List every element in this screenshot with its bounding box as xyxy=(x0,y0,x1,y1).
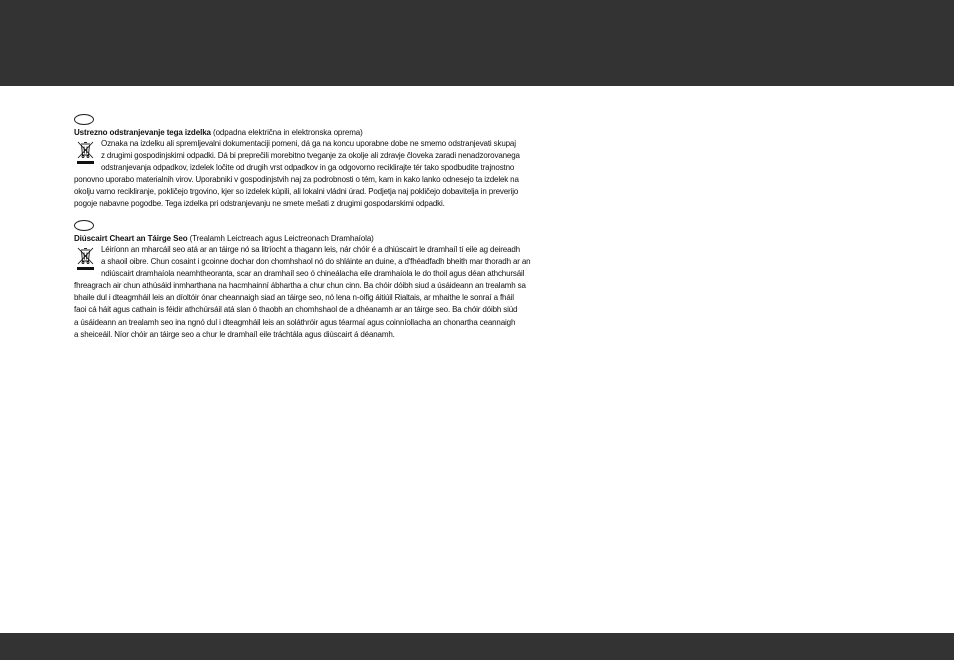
body-line: Léiríonn an mharcáil seo atá ar an táirge nó sa litríocht a thagann leis, nár chóir é a dhiúscairt le dramhaíl tí eile ag deireadh xyxy=(101,245,520,254)
disposal-section-slovenian xyxy=(74,114,574,211)
language-badge xyxy=(74,114,94,125)
section-subtitle: (odpadna električna in elektronska oprema) xyxy=(210,128,363,137)
section-subtitle: (Trealamh Leictreach agus Leictreonach Dramhaíola) xyxy=(187,234,374,243)
body-line: fhreagrach air chun athúsáid inmharthana na hacmhainní ábhartha a chur chun cinn. Ba chóir dóibh siud a úsáideann an trealamh sa xyxy=(74,281,526,291)
body-line: z drugimi gospodinjskimi odpadki. Dá bi preprečili morebitno tveganje za okolje ali zdravje človeka zaradi nenadzorovanega xyxy=(101,151,520,161)
body-line: okolju varno recikliranje, pokličejo trgovino, kjer so izdelek kúpili, ali lokalni vládni úrad. Podjetja naj pokličejo dobavitelja in preverijo xyxy=(74,187,519,197)
body-line: a úsáideann an trealamh seo ina ngnó dul i dteagmháil leis an soláthróir agus téarmaí agus coinníollacha an chonartha ceannaigh xyxy=(74,317,516,327)
section-body xyxy=(74,244,574,341)
disposal-section-irish xyxy=(74,220,574,341)
section-title: Ustrezno odstranjevanje tega izdelka xyxy=(74,128,211,137)
section-heading xyxy=(74,233,574,244)
language-badge xyxy=(74,220,94,231)
body-line: bhaile dul i dteagmháil leis an díoltóir ónar cheannaigh siad an táirge seo, nó lena n-oifig áitiúil Rialtais, ar mhaithe le sonraí a fháil xyxy=(74,293,514,303)
body-line: a sheiceáil. Níor chóir an táirge seo a chur le dramhaíl eile tráchtála agus diúscairt á déanamh. xyxy=(74,329,395,339)
body-line: a shaoil oibre. Chun cosaint i gcoinne dochar don chomhshaol nó do shláinte an duine, a d'fhéadfadh bheith mar thoradh ar an xyxy=(101,257,531,267)
body-line: Oznaka na izdelku ali spremljevalni dokumentaciji pomeni, dá ga na koncu uporabne dobe ne smemo odstranjevati skupaj xyxy=(101,139,516,148)
body-line: ponovno uporabo materialnih virov. Uporabniki v gospodinjstvih naj za podrobnosti o tém, kam in kako lanko odnesejo ta izdelek na xyxy=(74,175,519,185)
body-line: ndiúscairt dramhaíola neamhtheoranta, scar an dramhaíl seo ó chineálacha eile dramhaíola le do thoil agus déan athchursáil xyxy=(101,269,525,279)
header-bar xyxy=(0,0,954,86)
body-line: faoi cá háit agus cathain is féidir athchúrsáil atá slan ó thaobh an chomhshaol de a dhéanamh ar an táirge seo. Ba chóir dóibh siúd xyxy=(74,305,518,315)
section-heading xyxy=(74,127,574,138)
section-body xyxy=(74,138,574,211)
section-title: Diúscairt Cheart an Táirge Seo xyxy=(74,234,188,243)
crossed-bin-icon xyxy=(76,140,94,166)
body-line: pogoje nabavne pogodbe. Tega izdelka pri odstranjevanju ne smete mešati z drugimi gospodarskimi odpadki. xyxy=(74,199,445,209)
body-line: odstranjevanja odpadkov, izdelek ločite od drugih vrst odpadkov in ga odgovorno reciklirajte tér tako spodbudite trajnostno xyxy=(101,163,515,173)
footer-bar xyxy=(0,633,954,660)
crossed-bin-icon xyxy=(76,246,94,272)
